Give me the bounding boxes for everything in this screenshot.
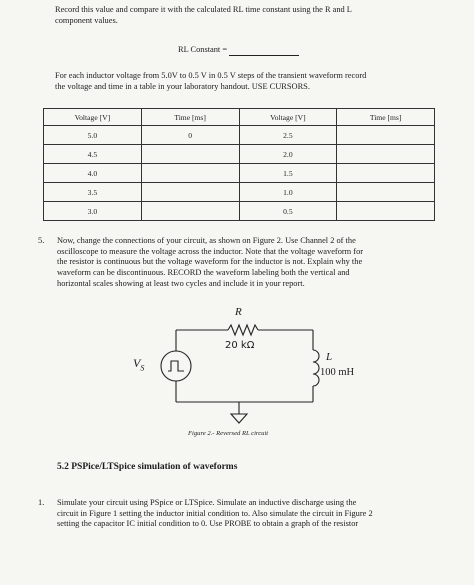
table-cell: 5.0 bbox=[44, 126, 142, 145]
table-header-voltage-1: Voltage [V] bbox=[44, 109, 142, 126]
intro-line-2: component values. bbox=[55, 15, 118, 25]
step-1-number: 1. bbox=[38, 498, 45, 507]
inductor-symbol bbox=[313, 350, 319, 386]
inductor-value-label: 100 mH bbox=[320, 367, 355, 378]
step-1-line-1: Simulate your circuit using PSpice or LTSpice. Simulate an inductive discharge using the bbox=[57, 498, 357, 507]
inductor-symbol-label: L bbox=[326, 351, 333, 363]
intro-line-1: Record this value and compare it with the calculated RL time constant using the R and L bbox=[55, 5, 352, 14]
table-cell: 3.0 bbox=[44, 202, 142, 221]
instructions-line-1: For each inductor voltage from 5.0V to 0.5 V in 0.5 V steps of the transient waveform record bbox=[55, 71, 367, 80]
resistor-value-label: 20 kΩ bbox=[225, 340, 255, 351]
table-cell: 1.5 bbox=[239, 164, 337, 183]
table-cell: 3.5 bbox=[44, 183, 142, 202]
step-5-line-1: Now, change the connections of your circuit, as shown on Figure 2. Use Channel 2 of the bbox=[57, 236, 356, 245]
step-1-line-2: circuit in Figure 1 setting the inductor initial condition to. Also simulate the circuit in Figure 2 bbox=[57, 508, 373, 518]
step-1-line-3: setting the capacitor IC initial condition to 0. Use PROBE to obtain a graph of the resistor bbox=[57, 519, 359, 529]
table-cell: 0.5 bbox=[239, 202, 337, 221]
step-5-line-3: the resistor is continuous but the voltage waveform for the inductor is not. Explain why the bbox=[57, 257, 363, 267]
table-cell: 1.0 bbox=[239, 183, 337, 202]
source-label bbox=[133, 356, 144, 372]
table-header-voltage-2: Voltage [V] bbox=[239, 109, 337, 126]
step-5-number: 5. bbox=[38, 236, 45, 245]
step-5-line-4: waveform can be discontinuous. RECORD the waveform labeling both the vertical and bbox=[57, 268, 350, 278]
source-label-v: V bbox=[133, 356, 141, 370]
table-cell: 4.5 bbox=[44, 145, 142, 164]
ground-icon bbox=[231, 414, 247, 423]
source-label-subscript: S bbox=[140, 363, 145, 373]
table-cell: 2.5 bbox=[239, 126, 337, 145]
square-wave-source-icon bbox=[161, 351, 191, 381]
resistor-symbol bbox=[228, 325, 258, 335]
table-cell: 2.0 bbox=[239, 145, 337, 164]
resistor-symbol-label: R bbox=[235, 306, 242, 318]
figure-2-caption: Figure 2.- Reversed RL circuit bbox=[188, 430, 269, 437]
step-5-line-5: horizontal scales showing at least two cycles and include it in your report. bbox=[57, 278, 305, 288]
step-5-line-2: oscilloscope to measure the voltage across the inductor. Note that the voltage waveform for bbox=[57, 246, 364, 256]
step-1-paragraph bbox=[57, 498, 452, 530]
table-cell: 0 bbox=[141, 126, 239, 145]
table-header-time-1: Time [ms] bbox=[141, 109, 239, 126]
instructions-line-2: the voltage and time in a table in your laboratory handout. USE CURSORS. bbox=[55, 81, 310, 91]
table-header-time-2: Time [ms] bbox=[337, 109, 435, 126]
section-heading: 5.2 PSPice/LTSpice simulation of waveforms bbox=[57, 462, 238, 472]
table-cell: 4.0 bbox=[44, 164, 142, 183]
square-wave-glyph bbox=[168, 361, 184, 371]
rl-constant-label: RL Constant = bbox=[178, 45, 228, 54]
